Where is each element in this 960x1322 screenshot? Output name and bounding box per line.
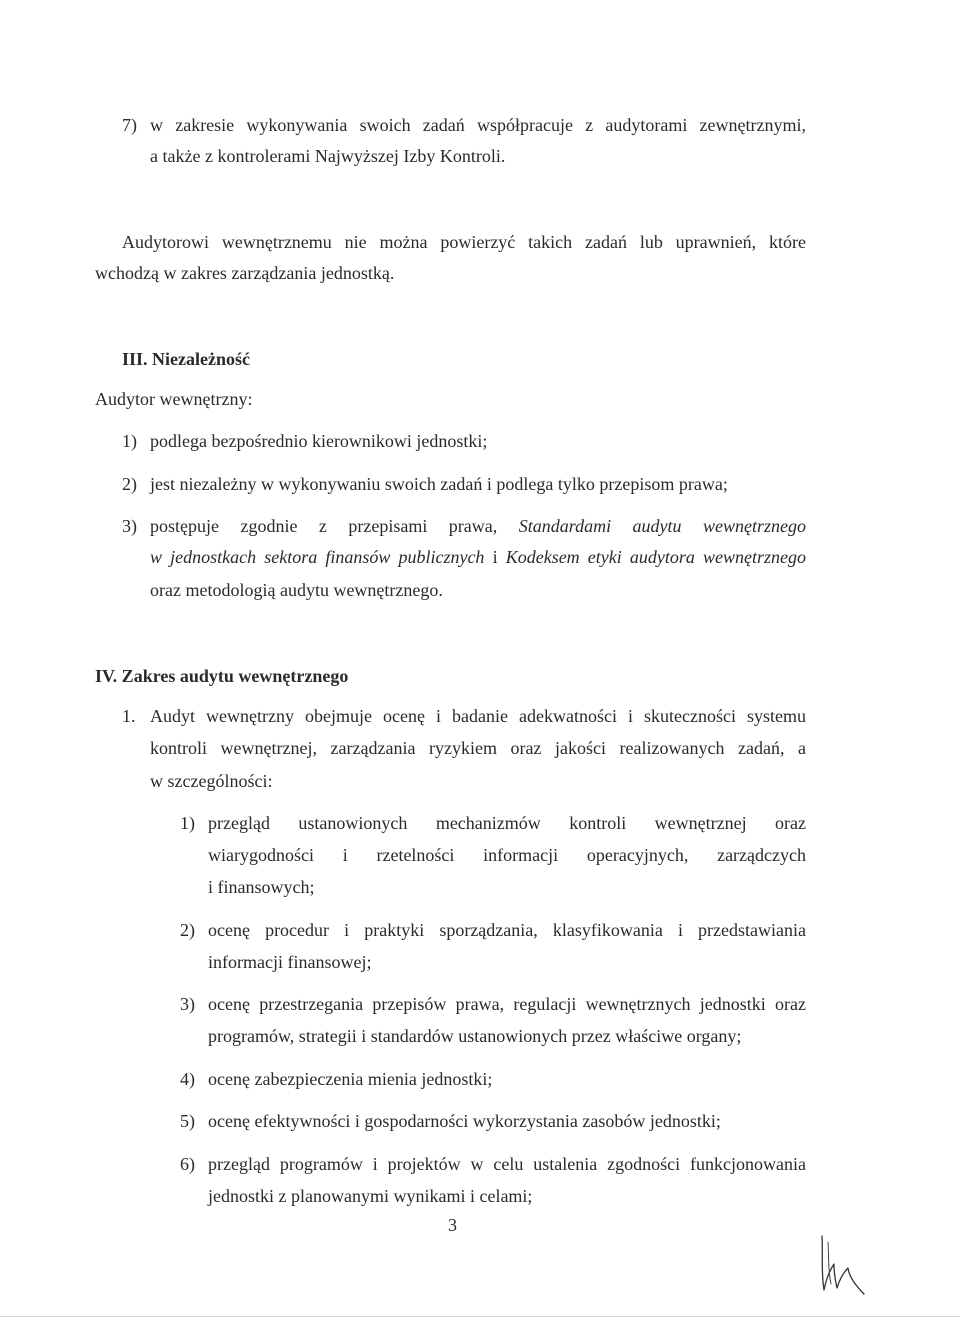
item3-text-sector: w jednostkach sektora finansów publicznych bbox=[150, 547, 485, 567]
paragraph-line2: wchodzą w zakres zarządzania jednostką. bbox=[95, 263, 395, 283]
section-heading-audit-scope: IV. Zakres audytu wewnętrznego bbox=[95, 666, 349, 686]
list-number: 2) bbox=[180, 920, 195, 940]
list-number: 5) bbox=[180, 1111, 195, 1131]
section4-item1-line2: wiarygodności i rzetelności informacji operacyjnych, zarządczych bbox=[208, 845, 806, 865]
section4-item2-line1: ocenę procedur i praktyki sporządzania, klasyfikowania i przedstawiania bbox=[208, 920, 806, 940]
section4-item3-line1: ocenę przestrzegania przepisów prawa, regulacji wewnętrznych jednostki oraz bbox=[208, 994, 806, 1014]
page-number: 3 bbox=[448, 1215, 457, 1235]
list-number: 1) bbox=[180, 813, 195, 833]
section-heading-independence: III. Niezależność bbox=[122, 349, 250, 369]
paragraph-line1: Audytorowi wewnętrznemu nie można powierzyć takich zadań lub uprawnień, które bbox=[122, 232, 806, 252]
list-number: 2) bbox=[122, 474, 137, 494]
item3-text-plain: postępuje zgodnie z przepisami prawa, bbox=[150, 516, 498, 536]
section3-item3-line1 bbox=[150, 515, 806, 537]
section4-p1-line3: w szczególności: bbox=[150, 771, 273, 791]
list-number: 6) bbox=[180, 1154, 195, 1174]
section4-item1-line1: przegląd ustanowionych mechanizmów kontroli wewnętrznej oraz bbox=[208, 813, 806, 833]
item3-text-standards: Standardami audytu wewnętrznego bbox=[518, 516, 806, 536]
list-number: 1) bbox=[122, 431, 137, 451]
section3-item3-line3: oraz metodologią audytu wewnętrznego. bbox=[150, 580, 443, 600]
section4-item5-line1: ocenę efektywności i gospodarności wykorzystania zasobów jednostki; bbox=[208, 1111, 721, 1131]
section3-intro: Audytor wewnętrzny: bbox=[95, 389, 253, 409]
list-number: 4) bbox=[180, 1069, 195, 1089]
section4-p1-line2: kontroli wewnętrznej, zarządzania ryzykiem oraz jakości realizowanych zadań, a bbox=[150, 738, 806, 758]
section4-item6-line2: jednostki z planowanymi wynikami i celami; bbox=[208, 1186, 533, 1206]
list-number: 7) bbox=[122, 115, 137, 135]
item7-line2: a także z kontrolerami Najwyższej Izby Kontroli. bbox=[150, 146, 506, 166]
list-number: 3) bbox=[180, 994, 195, 1014]
scan-edge-line bbox=[0, 1316, 960, 1317]
handwritten-initials-signature bbox=[812, 1228, 872, 1298]
section4-item1-line3: i finansowych; bbox=[208, 877, 315, 897]
section3-item3-line2 bbox=[150, 546, 806, 568]
item3-text-and: i bbox=[492, 547, 498, 567]
section4-p1-line1: Audyt wewnętrzny obejmuje ocenę i badanie adekwatności i skuteczności systemu bbox=[150, 706, 806, 726]
section4-item2-line2: informacji finansowej; bbox=[208, 952, 372, 972]
list-number: 1. bbox=[122, 706, 136, 726]
section3-item2-text: jest niezależny w wykonywaniu swoich zadań i podlega tylko przepisom prawa; bbox=[150, 474, 728, 494]
section4-item6-line1: przegląd programów i projektów w celu ustalenia zgodności funkcjonowania bbox=[208, 1154, 806, 1174]
item3-text-code: Kodeksem etyki audytora wewnętrznego bbox=[505, 547, 806, 567]
section3-item1-text: podlega bezpośrednio kierownikowi jednostki; bbox=[150, 431, 488, 451]
item7-line1: w zakresie wykonywania swoich zadań współpracuje z audytorami zewnętrznymi, bbox=[150, 115, 806, 135]
section4-item3-line2: programów, strategii i standardów ustanowionych przez właściwe organy; bbox=[208, 1026, 742, 1046]
list-number: 3) bbox=[122, 516, 137, 536]
section4-item4-line1: ocenę zabezpieczenia mienia jednostki; bbox=[208, 1069, 493, 1089]
